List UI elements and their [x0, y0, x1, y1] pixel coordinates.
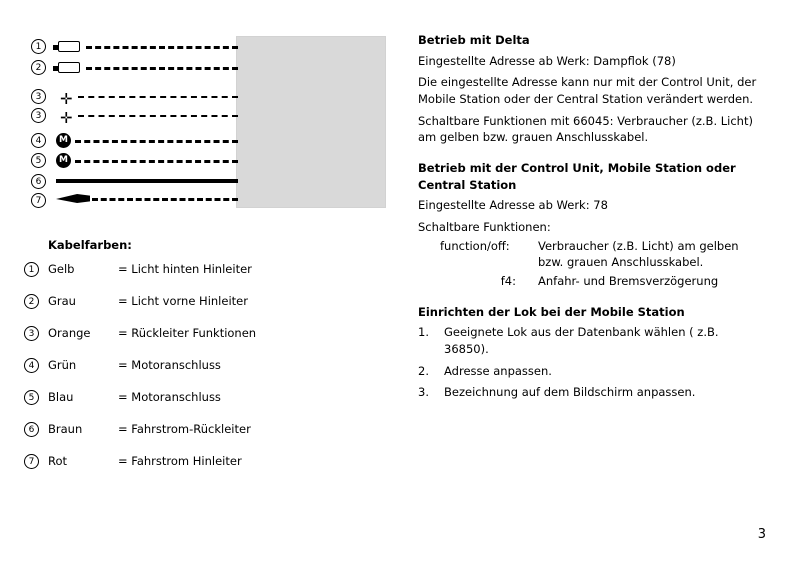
legend-row — [24, 326, 364, 358]
legend-row — [24, 390, 364, 422]
legend-badge: 1 — [24, 262, 39, 277]
legend-title: Kabelfarben: — [48, 238, 132, 252]
function-description: Verbraucher (z.B. Licht) am gelben bzw. grauen Anschlusskabel. — [538, 238, 739, 270]
motor-icon-1: M — [56, 133, 71, 148]
wiring-diagram — [20, 28, 390, 218]
plus-icon-1: ✛ — [60, 90, 73, 108]
legend-description: = Rückleiter Funktionen — [118, 326, 257, 340]
setup-item-text: Adresse anpassen. — [444, 363, 552, 378]
legend-badge: 5 — [24, 390, 39, 405]
legend-description: = Fahrstrom Hinleiter — [118, 454, 242, 468]
pickup-shoe-icon — [56, 194, 90, 203]
diagram-badge-3b: 3 — [31, 108, 46, 123]
setup-item — [418, 324, 758, 357]
motor-icon-2: M — [56, 153, 71, 168]
control-unit-heading: Betrieb mit der Control Unit, Mobile Station oder Central Station — [418, 161, 736, 192]
function-row — [418, 273, 758, 290]
control-unit-paragraph-1: Eingestellte Adresse ab Werk: 78 — [418, 198, 608, 213]
legend-row — [24, 358, 364, 390]
plug-connector-1 — [58, 41, 80, 52]
delta-heading: Betrieb mit Delta — [418, 33, 530, 47]
decoder-body — [236, 36, 386, 208]
setup-item — [418, 363, 758, 380]
diagram-badge-4: 4 — [31, 133, 46, 148]
diagram-badge-7: 7 — [31, 193, 46, 208]
cable-colors-legend — [24, 238, 364, 486]
plug-connector-2 — [58, 62, 80, 73]
legend-description: = Licht hinten Hinleiter — [118, 262, 252, 276]
wire-1 — [86, 46, 238, 49]
legend-color-name: Gelb — [48, 262, 75, 276]
legend-badge: 7 — [24, 454, 39, 469]
setup-heading: Einrichten der Lok bei der Mobile Station — [418, 304, 685, 319]
legend-row — [24, 262, 364, 294]
legend-color-name: Rot — [48, 454, 68, 468]
function-label: f4: — [500, 274, 516, 289]
setup-item-number: 2. — [418, 363, 429, 378]
setup-item-number: 3. — [418, 385, 429, 400]
right-text-column — [418, 32, 758, 406]
legend-description: = Motoranschluss — [118, 390, 221, 404]
delta-paragraph-2: Die eingestellte Adresse kann nur mit der Control Unit, der Mobile Station oder der Central Station verändert werden. — [418, 75, 757, 107]
legend-badge: 6 — [24, 422, 39, 437]
diagram-badge-2: 2 — [31, 60, 46, 75]
setup-item-text: Bezeichnung auf dem Bildschirm anpassen. — [444, 385, 696, 400]
legend-badge: 2 — [24, 294, 39, 309]
setup-item-text: Geeignete Lok aus der Datenbank wählen ( z.B. 36850). — [444, 325, 719, 357]
setup-item-number: 1. — [418, 325, 429, 340]
legend-row — [24, 422, 364, 454]
control-unit-paragraph-2: Schaltbare Funktionen: — [418, 220, 551, 235]
legend-color-name: Grau — [48, 294, 76, 308]
legend-color-name: Grün — [48, 358, 77, 372]
delta-paragraph-3: Schaltbare Funktionen mit 66045: Verbraucher (z.B. Licht) am gelben bzw. grauen Anschlusskabel. — [418, 113, 753, 145]
plus-icon-2: ✛ — [60, 109, 73, 127]
diagram-badge-5: 5 — [31, 153, 46, 168]
page-number: 3 — [757, 527, 766, 542]
wire-3b — [78, 115, 238, 117]
function-label: function/off: — [440, 238, 510, 253]
legend-description: = Motoranschluss — [118, 358, 221, 372]
legend-color-name: Braun — [48, 422, 83, 436]
wire-4 — [75, 140, 238, 143]
legend-color-name: Blau — [48, 390, 74, 404]
legend-description: = Licht vorne Hinleiter — [118, 294, 248, 308]
wire-3a — [78, 96, 238, 98]
setup-item — [418, 384, 758, 401]
legend-description: = Fahrstrom-Rückleiter — [118, 422, 251, 436]
function-row — [418, 238, 758, 271]
delta-paragraph-1: Eingestellte Adresse ab Werk: Dampflok (78) — [418, 53, 676, 68]
legend-row — [24, 454, 364, 486]
wire-7 — [92, 198, 238, 201]
function-description: Anfahr- und Bremsverzögerung — [538, 274, 719, 289]
wire-6 — [56, 179, 238, 183]
wire-5 — [75, 160, 238, 163]
legend-badge: 3 — [24, 326, 39, 341]
legend-badge: 4 — [24, 358, 39, 373]
diagram-badge-3a: 3 — [31, 89, 46, 104]
legend-row — [24, 294, 364, 326]
legend-color-name: Orange — [48, 326, 91, 340]
diagram-badge-1: 1 — [31, 39, 46, 54]
diagram-badge-6: 6 — [31, 174, 46, 189]
wire-2 — [86, 67, 238, 70]
